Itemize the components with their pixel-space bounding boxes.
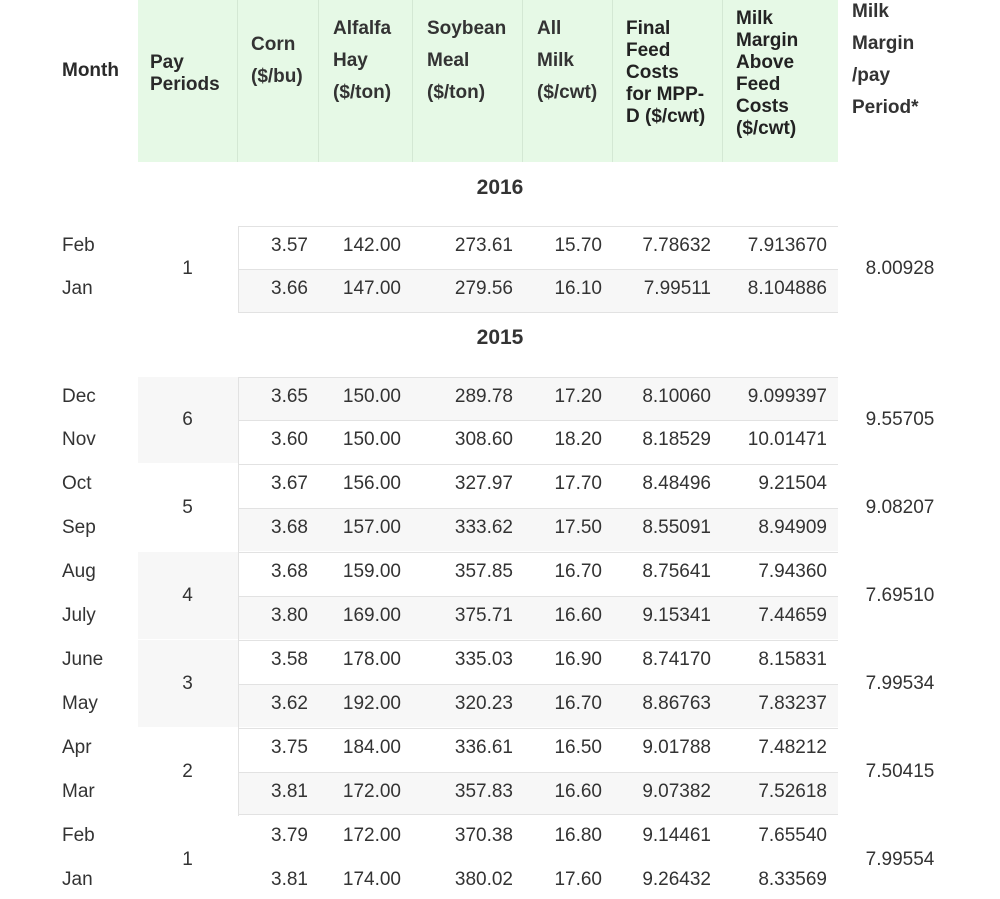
alfalfa-hay-price-cell: 169.00 — [342, 605, 401, 626]
soybean-meal-price-cell: 370.38 — [454, 825, 513, 846]
pay-period-number: 1 — [182, 258, 193, 279]
alfalfa-hay-price-cell: 159.00 — [342, 561, 401, 582]
milk-margin-cell: 7.65540 — [758, 825, 827, 846]
margin-per-pay-period: 7.99534 — [865, 672, 935, 694]
header-soybean-meal: Soybean Meal ($/ton) — [427, 18, 507, 103]
month-cell: Sep — [62, 517, 96, 538]
final-feed-cost-cell: 9.15341 — [642, 605, 711, 626]
margin-per-pay-period: 8.00928 — [865, 258, 935, 279]
corn-price-cell: 3.75 — [271, 737, 308, 758]
corn-price-cell: 3.81 — [271, 781, 308, 802]
final-feed-cost-cell: 8.75641 — [642, 561, 711, 582]
all-milk-price-cell: 15.70 — [554, 235, 602, 256]
month-cell: May — [62, 693, 98, 714]
alfalfa-hay-price-cell: 192.00 — [342, 693, 401, 714]
corn-price-cell: 3.67 — [271, 473, 308, 494]
milk-margin-cell: 8.104886 — [747, 278, 827, 299]
milk-margin-cell: 7.52618 — [758, 781, 827, 802]
month-cell: July — [62, 605, 96, 626]
all-milk-price-cell: 17.60 — [554, 869, 602, 890]
row-separator — [238, 596, 838, 597]
final-feed-cost-cell: 9.01788 — [642, 737, 711, 758]
final-feed-cost-cell: 9.14461 — [642, 825, 711, 846]
pay-period-number: 3 — [182, 672, 193, 694]
margin-per-pay-period: 7.99554 — [865, 848, 935, 870]
milk-margin-cell: 8.33569 — [758, 869, 827, 890]
pay-period-number: 2 — [182, 760, 193, 782]
month-cell: Aug — [62, 561, 96, 582]
header-divider — [412, 0, 413, 162]
soybean-meal-price-cell: 335.03 — [454, 649, 513, 670]
final-feed-cost-cell: 7.99511 — [643, 278, 711, 299]
milk-margin-cell: 7.913670 — [747, 235, 827, 256]
month-cell: Mar — [62, 781, 95, 802]
header-divider — [612, 0, 613, 162]
alfalfa-hay-price-cell: 174.00 — [342, 869, 401, 890]
all-milk-price-cell: 16.80 — [554, 825, 602, 846]
margin-per-pay-period: 7.50415 — [865, 760, 935, 782]
pay-period-number: 1 — [182, 848, 193, 870]
alfalfa-hay-price-cell: 142.00 — [342, 235, 401, 256]
milk-margin-cell: 7.94360 — [758, 561, 827, 582]
month-cell: June — [62, 649, 104, 670]
milk-margin-cell: 10.01471 — [747, 429, 827, 450]
all-milk-price-cell: 17.50 — [554, 517, 602, 538]
soybean-meal-price-cell: 357.85 — [454, 561, 513, 582]
corn-price-cell: 3.60 — [271, 429, 308, 450]
margin-per-pay-period: 9.55705 — [865, 409, 935, 430]
row-separator — [238, 377, 838, 378]
alfalfa-hay-price-cell: 150.00 — [342, 386, 401, 407]
soybean-meal-price-cell: 289.78 — [454, 386, 513, 407]
year-label-2015: 2015 — [476, 326, 524, 349]
header-divider — [318, 0, 319, 162]
header-corn: Corn ($/bu) — [251, 34, 303, 87]
milk-margin-cell: 9.099397 — [747, 386, 827, 407]
final-feed-cost-cell: 8.48496 — [642, 473, 711, 494]
row-separator — [238, 420, 838, 421]
soybean-meal-price-cell: 273.61 — [454, 235, 513, 256]
corn-price-cell: 3.81 — [271, 869, 308, 890]
soybean-meal-price-cell: 357.83 — [454, 781, 513, 802]
milk-margin-cell: 9.21504 — [758, 473, 827, 494]
header-pay-periods: Pay Periods — [150, 52, 220, 95]
all-milk-price-cell: 17.70 — [554, 473, 602, 494]
header-final-feed-costs: Final Feed Costs for MPP- D ($/cwt) — [626, 18, 706, 127]
year-label-2016: 2016 — [476, 176, 524, 199]
milk-margin-cell: 7.44659 — [758, 605, 827, 626]
row-separator — [238, 312, 838, 313]
corn-price-cell: 3.65 — [271, 386, 308, 407]
final-feed-cost-cell: 8.86763 — [642, 693, 711, 714]
row-separator — [238, 728, 838, 729]
alfalfa-hay-price-cell: 172.00 — [342, 781, 401, 802]
soybean-meal-price-cell: 380.02 — [454, 869, 513, 890]
header-divider — [237, 0, 238, 162]
month-cell: Feb — [62, 825, 95, 846]
milk-margin-cell: 8.94909 — [758, 517, 827, 538]
all-milk-price-cell: 16.70 — [554, 561, 602, 582]
alfalfa-hay-price-cell: 184.00 — [342, 737, 401, 758]
pay-period-number: 5 — [182, 496, 193, 518]
corn-price-cell: 3.62 — [271, 693, 308, 714]
row-separator — [238, 508, 838, 509]
milk-margin-cell: 7.83237 — [758, 693, 827, 714]
milk-margin-cell: 7.48212 — [758, 737, 827, 758]
corn-price-cell: 3.66 — [271, 278, 308, 299]
final-feed-cost-cell: 9.07382 — [642, 781, 711, 802]
month-cell: Oct — [62, 473, 92, 494]
final-feed-cost-cell: 8.74170 — [642, 649, 711, 670]
all-milk-price-cell: 16.60 — [554, 781, 602, 802]
final-feed-cost-cell: 8.10060 — [642, 386, 711, 407]
month-cell: Dec — [62, 386, 96, 407]
header-divider — [722, 0, 723, 162]
header-milk-margin-per-period: Milk Margin /pay Period* — [852, 1, 919, 118]
all-milk-price-cell: 17.20 — [554, 386, 602, 407]
header-month: Month — [62, 60, 119, 81]
margin-per-pay-period: 7.69510 — [865, 584, 935, 606]
row-separator — [238, 464, 838, 465]
milk-margin-cell: 8.15831 — [758, 649, 827, 670]
final-feed-cost-cell: 9.26432 — [642, 869, 711, 890]
all-milk-price-cell: 16.50 — [554, 737, 602, 758]
row-separator — [238, 226, 838, 227]
soybean-meal-price-cell: 279.56 — [454, 278, 513, 299]
row-separator — [238, 640, 838, 641]
month-cell: Feb — [62, 235, 95, 256]
month-cell: Nov — [62, 429, 96, 450]
soybean-meal-price-cell: 327.97 — [454, 473, 513, 494]
alfalfa-hay-price-cell: 157.00 — [342, 517, 401, 538]
month-cell: Jan — [62, 869, 93, 890]
soybean-meal-price-cell: 375.71 — [454, 605, 513, 626]
row-separator — [238, 552, 838, 553]
row-separator — [238, 814, 838, 815]
final-feed-cost-cell: 7.78632 — [642, 235, 711, 256]
soybean-meal-price-cell: 320.23 — [454, 693, 513, 714]
row-separator — [238, 772, 838, 773]
alfalfa-hay-price-cell: 156.00 — [342, 473, 401, 494]
soybean-meal-price-cell: 333.62 — [454, 517, 513, 538]
corn-price-cell: 3.68 — [271, 517, 308, 538]
all-milk-price-cell: 16.60 — [554, 605, 602, 626]
corn-price-cell: 3.58 — [271, 649, 308, 670]
final-feed-cost-cell: 8.18529 — [642, 429, 711, 450]
all-milk-price-cell: 18.20 — [554, 429, 602, 450]
row-separator — [238, 269, 838, 270]
alfalfa-hay-price-cell: 178.00 — [342, 649, 401, 670]
final-feed-cost-cell: 8.55091 — [642, 517, 711, 538]
month-cell: Apr — [62, 737, 92, 758]
header-alfalfa-hay: Alfalfa Hay ($/ton) — [333, 18, 392, 103]
corn-price-cell: 3.80 — [271, 605, 308, 626]
all-milk-price-cell: 16.90 — [554, 649, 602, 670]
alfalfa-hay-price-cell: 147.00 — [342, 278, 401, 299]
pay-period-number: 6 — [182, 409, 193, 430]
soybean-meal-price-cell: 336.61 — [454, 737, 513, 758]
margin-per-pay-period: 9.08207 — [865, 496, 935, 518]
alfalfa-hay-price-cell: 150.00 — [342, 429, 401, 450]
corn-price-cell: 3.79 — [271, 825, 308, 846]
header-milk-margin-above-feed: Milk Margin Above Feed Costs ($/cwt) — [736, 8, 799, 139]
pay-period-number: 4 — [182, 584, 193, 606]
corn-price-cell: 3.57 — [271, 235, 308, 256]
header-divider — [522, 0, 523, 162]
soybean-meal-price-cell: 308.60 — [454, 429, 513, 450]
row-separator — [238, 684, 838, 685]
all-milk-price-cell: 16.70 — [554, 693, 602, 714]
month-cell: Jan — [62, 278, 93, 299]
corn-price-cell: 3.68 — [271, 561, 308, 582]
alfalfa-hay-price-cell: 172.00 — [342, 825, 401, 846]
all-milk-price-cell: 16.10 — [554, 278, 602, 299]
header-all-milk: All Milk ($/cwt) — [537, 18, 598, 103]
